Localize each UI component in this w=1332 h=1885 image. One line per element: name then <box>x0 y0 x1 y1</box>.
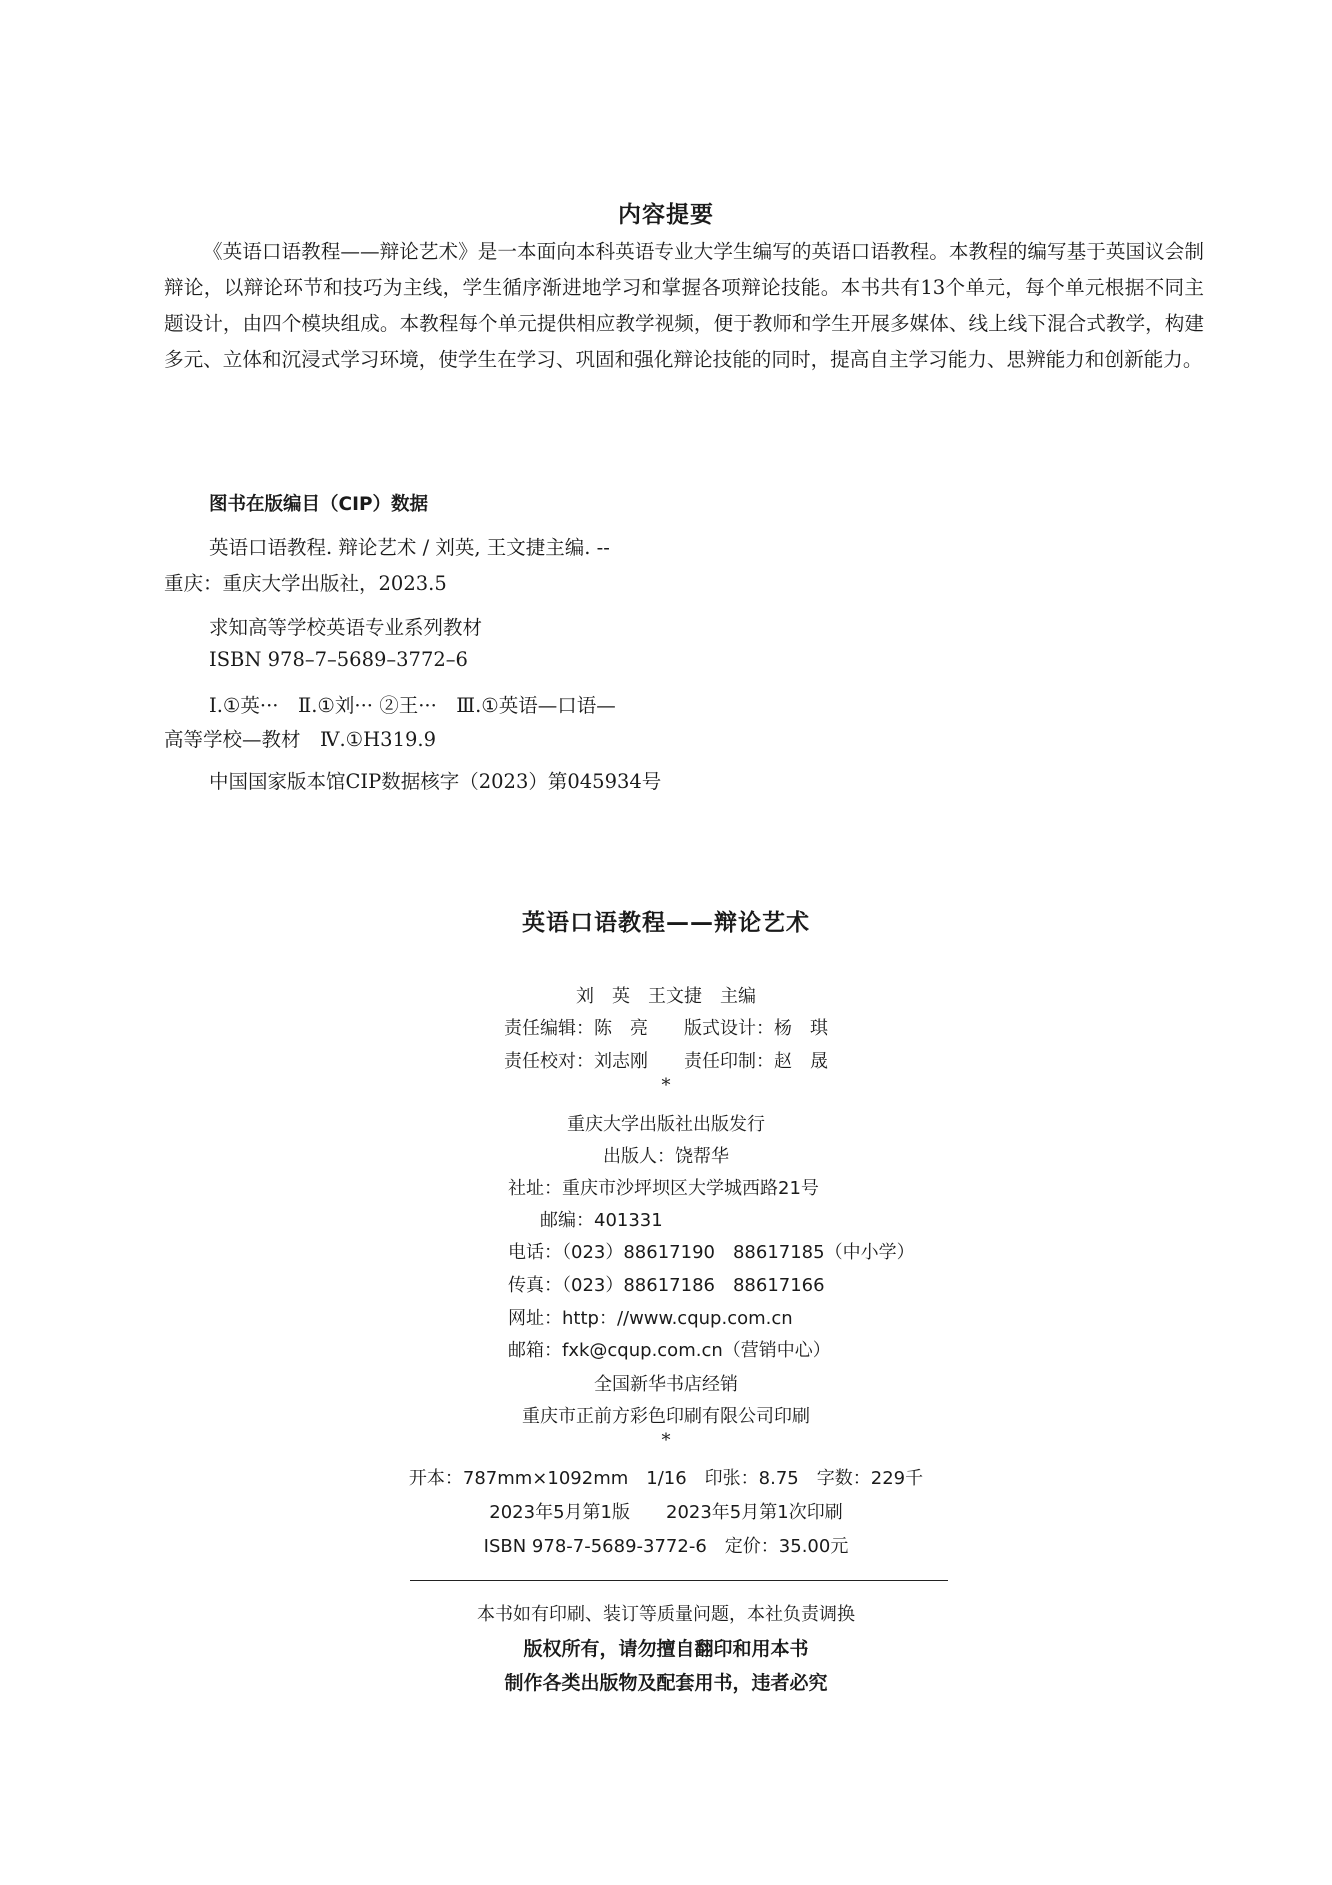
separator-asterisk: * <box>661 1430 671 1451</box>
colophon-distributor: 全国新华书店经销 <box>594 1374 738 1395</box>
abstract-title: 内容提要 <box>618 202 714 228</box>
cip-line: ISBN 978–7–5689–3772–6 <box>209 648 468 671</box>
separator-asterisk: * <box>661 1075 671 1096</box>
colophon-phone: 电话：（023）88617190 88617185（中小学） <box>508 1242 915 1263</box>
cip-line: 高等学校—教材 Ⅳ.①H319.9 <box>164 728 436 751</box>
cip-line: 中国国家版本馆CIP数据核字（2023）第045934号 <box>209 770 662 793</box>
abstract-body: 《英语口语教程——辩论艺术》是一本面向本科英语专业大学生编写的英语口语教程。本教程的编写基于英国议会制辩论，以辩论环节和技巧为主线，学生循序渐进地学习和掌握各项辩论技能。本书共有13个单元，每个单元根据不同主题设计，由四个模块组成。本教程每个单元提供相应教学视频，便于教师和学生开展多媒体、线上线下混合式教学，构建多元、立体和沉浸式学习环境，使学生在学习、巩固和强化辩论技能的同时，提高自主学习能力、思辨能力和创新能力。 <box>164 240 1204 371</box>
copyright-notice: 制作各类出版物及配套用书，违者必究 <box>504 1672 828 1694</box>
quality-notice: 本书如有印刷、装订等质量问题，本社负责调换 <box>477 1604 855 1625</box>
cip-line: 重庆：重庆大学出版社，2023.5 <box>164 572 447 595</box>
copyright-notice: 版权所有，请勿擅自翻印和用本书 <box>523 1638 809 1660</box>
colophon-address: 社址：重庆市沙坪坝区大学城西路21号 <box>508 1178 819 1199</box>
colophon-fax: 传真：（023）88617186 88617166 <box>508 1275 825 1296</box>
colophon-website: 网址：http：//www.cqup.com.cn <box>508 1308 793 1329</box>
colophon-editors: 刘 英 王文捷 主编 <box>576 986 756 1007</box>
colophon-isbn-price: ISBN 978-7-5689-3772-6 定价：35.00元 <box>483 1536 849 1557</box>
colophon-email: 邮箱：fxk@cqup.com.cn（营销中心） <box>508 1340 831 1361</box>
colophon-format: 开本：787mm×1092mm 1/16 印张：8.75 字数：229千 <box>408 1468 924 1489</box>
colophon-staff-line: 责任编辑：陈 亮 版式设计：杨 琪 <box>504 1018 828 1039</box>
cip-title: 图书在版编目（CIP）数据 <box>209 494 429 515</box>
colophon-edition: 2023年5月第1版 2023年5月第1次印刷 <box>489 1502 843 1523</box>
colophon-printer: 重庆市正前方彩色印刷有限公司印刷 <box>522 1406 810 1427</box>
colophon-staff-line: 责任校对：刘志刚 责任印制：赵 晟 <box>504 1051 828 1072</box>
colophon-postcode: 邮编：401331 <box>540 1210 663 1231</box>
cip-line: 英语口语教程. 辩论艺术 / 刘英, 王文捷主编. -- <box>209 536 610 559</box>
divider-rule <box>410 1580 948 1581</box>
colophon-publisher-person: 出版人：饶帮华 <box>603 1146 729 1167</box>
colophon-title: 英语口语教程——辩论艺术 <box>522 910 810 936</box>
cip-line: Ⅰ.①英··· Ⅱ.①刘··· ②王··· Ⅲ.①英语—口语— <box>209 694 616 717</box>
cip-line: 求知高等学校英语专业系列教材 <box>209 616 483 639</box>
colophon-publisher: 重庆大学出版社出版发行 <box>567 1114 765 1135</box>
